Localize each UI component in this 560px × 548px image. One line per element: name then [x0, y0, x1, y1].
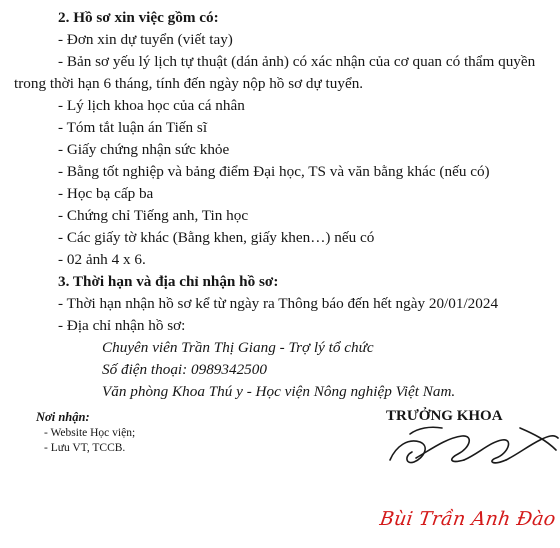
office-address: Văn phòng Khoa Thú y - Học viện Nông nghiệp Việt Nam. [102, 383, 456, 400]
section-2-item-language-it-certificates: - Chứng chỉ Tiếng anh, Tin học [58, 207, 249, 224]
section-2-item-other-documents: - Các giấy tờ khác (Bằng khen, giấy khen…) nếu có [58, 229, 375, 246]
section-2-item-cv-line1: - Bản sơ yếu lý lịch tự thuật (dán ảnh) có xác nhận của cơ quan có thẩm quyền [58, 53, 536, 70]
section-2-item-health-certificate: - Giấy chứng nhận sức khỏe [58, 141, 230, 158]
section-2-item-transcript: - Học bạ cấp ba [58, 185, 154, 202]
section-2-item-cv-line2: trong thời hạn 6 tháng, tính đến ngày nộp hồ sơ dự tuyển. [14, 75, 364, 92]
section-2-item-scientific-profile: - Lý lịch khoa học của cá nhân [58, 97, 245, 114]
section-2-item-application-form: - Đơn xin dự tuyển (viết tay) [58, 31, 233, 48]
signatory-position: TRƯỞNG KHOA [386, 408, 503, 424]
section-2-item-diplomas: - Bằng tốt nghiệp và bảng điểm Đại học, TS và văn bằng khác (nếu có) [58, 163, 490, 180]
section-3-heading: 3. Thời hạn và địa chỉ nhận hồ sơ: [58, 273, 279, 290]
recipient-archive: - Lưu VT, TCCB. [44, 442, 126, 454]
section-2-item-photos: - 02 ảnh 4 x 6. [58, 251, 146, 268]
recipients-title: Nơi nhận: [36, 410, 90, 424]
signatory-name: Bùi Trần Anh Đào [378, 508, 558, 530]
contact-phone: Số điện thoại: 0989342500 [102, 361, 267, 378]
section-2-item-thesis-summary: - Tóm tắt luận án Tiến sĩ [58, 119, 208, 136]
contact-person: Chuyên viên Trần Thị Giang - Trợ lý tổ chức [102, 339, 374, 356]
section-2-heading: 2. Hồ sơ xin việc gồm có: [58, 9, 219, 26]
section-3-address-label: - Địa chỉ nhận hồ sơ: [58, 317, 186, 334]
recipient-website: - Website Học viện; [44, 427, 136, 439]
handwritten-signature [350, 398, 560, 504]
section-3-deadline: - Thời hạn nhận hồ sơ kể từ ngày ra Thông báo đến hết ngày 20/01/2024 [58, 295, 499, 312]
